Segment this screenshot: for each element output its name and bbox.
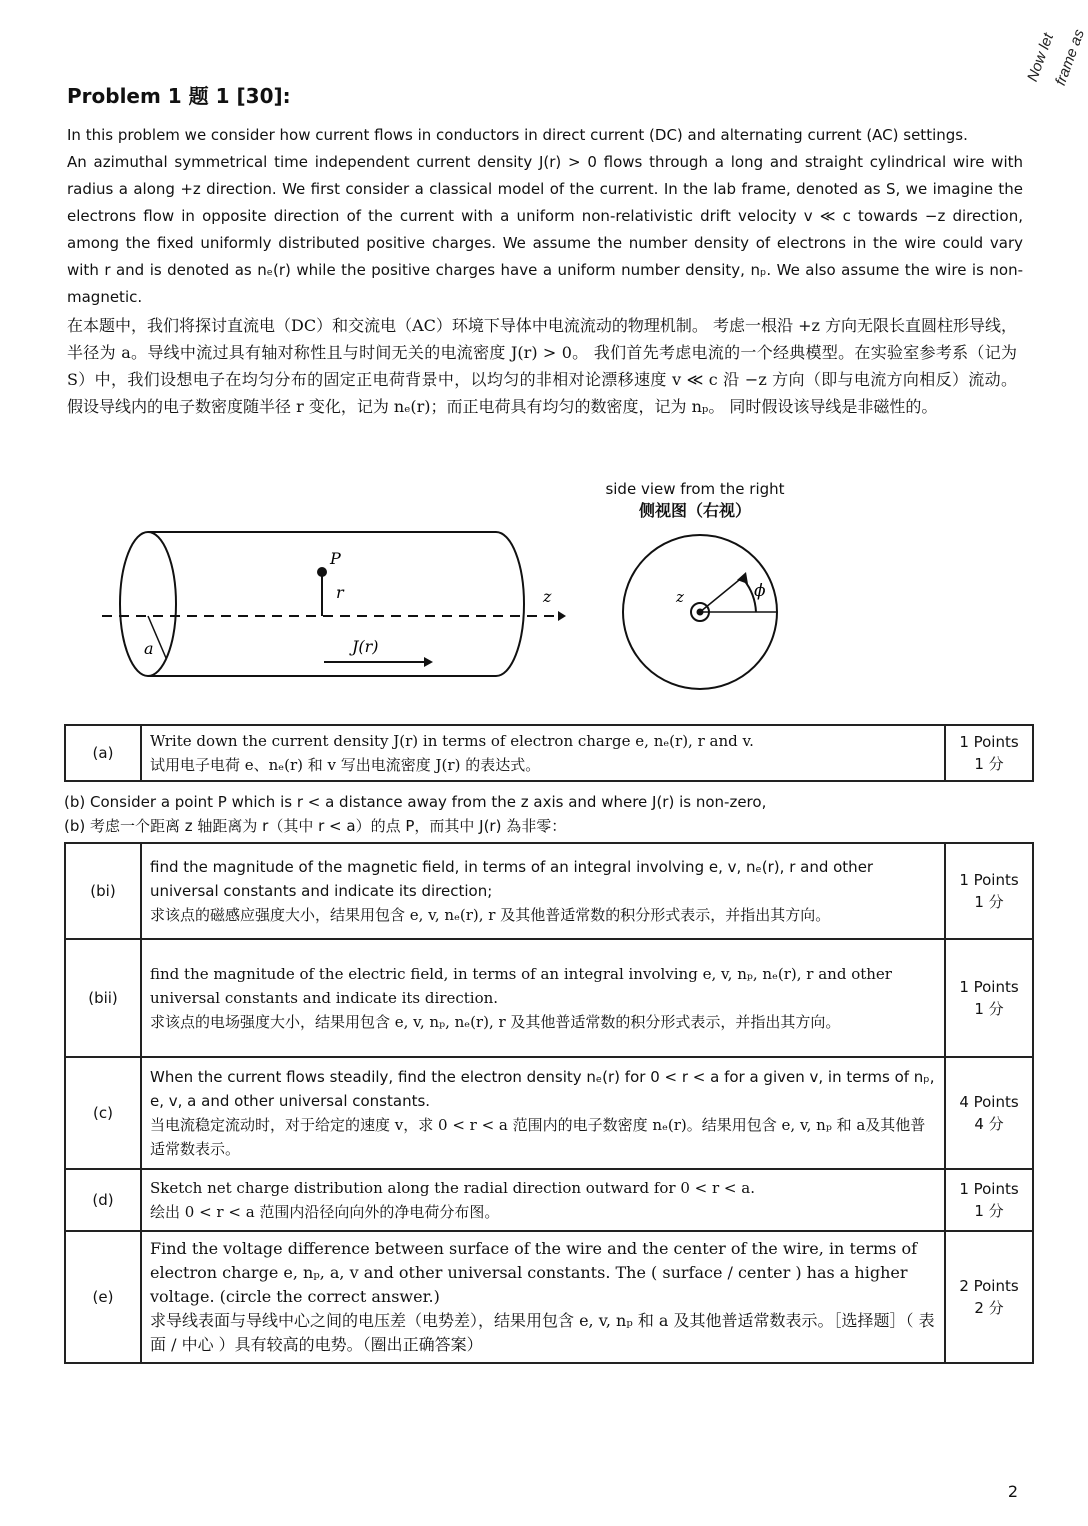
label-z: z	[543, 587, 552, 606]
part-body	[141, 843, 945, 939]
part-points	[945, 843, 1033, 939]
part-points	[945, 725, 1033, 781]
corner-note-line2: frame as	[1052, 27, 1088, 88]
part-points	[945, 1057, 1033, 1169]
side-view-caption	[560, 478, 830, 522]
parts-table	[64, 842, 1034, 1364]
z-axis-arrowhead	[558, 611, 566, 621]
intro-chinese	[67, 312, 1017, 420]
part-zh: 求该点的电场强度大小，结果用包含 e, v, nₚ, nₑ(r), r 及其他普适常数的积分形式表示，并指出其方向。	[150, 1013, 841, 1031]
point-p	[317, 567, 327, 577]
part-label: (bii)	[65, 939, 141, 1057]
page-number: 2	[1007, 1482, 1018, 1501]
part-label: (d)	[65, 1169, 141, 1231]
part-en: find the magnitude of the electric field, in terms of an integral involving e, v, nₚ, nₑ(r), r and other universal constants and indicate its direction.	[150, 965, 892, 1007]
points-en: 4 Points	[959, 1093, 1019, 1111]
table-row	[65, 1231, 1033, 1363]
table-row	[65, 939, 1033, 1057]
points-zh: 1 分	[974, 1000, 1004, 1018]
side-caption-zh: 侧视图（右视）	[638, 501, 751, 520]
problem-title: Problem 1 题 1 [30]:	[67, 84, 291, 108]
points-zh: 1 分	[974, 1202, 1004, 1220]
part-points	[945, 1231, 1033, 1363]
points-zh: 2 分	[974, 1299, 1004, 1317]
part-label: (a)	[65, 725, 141, 781]
table-row	[65, 725, 1033, 781]
side-caption-en: side view from the right	[605, 480, 785, 498]
corner-note-line1: Now let	[1024, 30, 1058, 84]
points-en: 1 Points	[959, 733, 1019, 751]
part-body	[141, 939, 945, 1057]
part-points	[945, 939, 1033, 1057]
part-label: (c)	[65, 1057, 141, 1169]
table-row	[65, 1169, 1033, 1231]
wire-figure	[96, 520, 796, 700]
part-zh: 绘出 0 < r < a 范围内沿径向向外的净电荷分布图。	[150, 1203, 500, 1221]
part-en: Write down the current density J(r) in terms of electron charge e, nₑ(r), r and v.	[150, 732, 754, 750]
points-en: 2 Points	[959, 1277, 1019, 1295]
part-label: (bi)	[65, 843, 141, 939]
table-row	[65, 1057, 1033, 1169]
part-zh: 当电流稳定流动时，对于给定的速度 v，求 0 < r < a 范围内的电子数密度 nₑ(r)。结果用包含 e, v, nₚ 和 a及其他普适常数表示。	[150, 1116, 926, 1158]
part-zh: 求该点的磁感应强度大小，结果用包含 e, v, nₑ(r), r 及其他普适常数的积分形式表示，并指出其方向。	[150, 906, 831, 924]
points-en: 1 Points	[959, 871, 1019, 889]
part-zh: 求导线表面与导线中心之间的电压差（电势差），结果用包含 e, v, nₚ 和 a 及其他普适常数表示。［选择题］（ 表面 / 中心 ）具有较高的电势。（圈出正确答案）	[150, 1311, 935, 1354]
label-j: J(r)	[352, 637, 379, 656]
part-body	[141, 1057, 945, 1169]
table-row	[65, 843, 1033, 939]
side-view	[623, 535, 777, 689]
part-label: (e)	[65, 1231, 141, 1363]
points-zh: 1 分	[974, 893, 1004, 911]
part-en: Find the voltage difference between surface of the wire and the center of the wire, in terms of electron charge e, nₚ, a, v and other universal constants. The ( surface / center ) has a higher voltage. (circle the correct answer.)	[150, 1239, 918, 1306]
points-zh: 4 分	[974, 1115, 1004, 1133]
label-p: P	[330, 549, 341, 568]
points-en: 1 Points	[959, 978, 1019, 996]
part-zh: 试用电子电荷 e、nₑ(r) 和 v 写出电流密度 J(r) 的表达式。	[150, 756, 541, 774]
part-b-intro	[64, 790, 1024, 838]
intro-english	[67, 122, 1023, 311]
part-body	[141, 1169, 945, 1231]
part-en: When the current flows steadily, find the electron density nₑ(r) for 0 < r < a for a given v, in terms of nₚ, e, v, a and other universal constants.	[150, 1068, 935, 1110]
corner-note	[1016, 8, 1088, 88]
part-b-intro-en: (b) Consider a point P which is r < a distance away from the z axis and where J(r) is non-zero,	[64, 793, 767, 811]
current-arrowhead	[424, 657, 433, 667]
points-en: 1 Points	[959, 1180, 1019, 1198]
intro-chinese-paragraph: 在本题中，我们将探讨直流电（DC）和交流电（AC）环境下导体中电流流动的物理机制。 考虑一根沿 +z 方向无限长直圆柱形导线，半径为 a。导线中流过具有轴对称性且与时间无关的电流密度 J(r) > 0。 我们首先考虑电流的一个经典模型。在实验室参考系（记为 S）中，我们设想电子在均匀分布的固定正电荷背景中，以均匀的非相对论漂移速度 v ≪ c 沿 −z 方向（即与电流方向相反）流动。 假设导线内的电子数密度随半径 r 变化，记为 nₑ(r)；而正电荷具有均匀的数密度，记为 nₚ。 同时假设该导线是非磁性的。	[67, 316, 1017, 416]
points-zh: 1 分	[974, 755, 1004, 773]
intro-paragraph-1: In this problem we consider how current flows in conductors in direct current (DC) and alternating current (AC) settings.	[67, 126, 968, 144]
part-en: Sketch net charge distribution along the radial direction outward for 0 < r < a.	[150, 1179, 755, 1197]
intro-paragraph-2: An azimuthal symmetrical time independent current density J(r) > 0 flows through a long and straight cylindrical wire with radius a along +z direction. We first consider a classical model of the current. In the lab frame, denoted as S, we imagine the electrons flow in opposite direction of the current with a uniform non-relativistic drift velocity v ≪ c towards −z direction, among the fixed uniformly distributed positive charges. We assume the number density of electrons in the wire could vary with r and is denoted as nₑ(r) while the positive charges have a uniform number density, nₚ. We also assume the wire is non-magnetic.	[67, 153, 1023, 306]
part-points	[945, 1169, 1033, 1231]
side-label-phi: ϕ	[754, 581, 766, 601]
part-a-table	[64, 724, 1034, 782]
part-body	[141, 725, 945, 781]
part-b-intro-zh: (b) 考虑一个距离 z 轴距离为 r（其中 r < a）的点 P，而其中 J(r) 為非零：	[64, 817, 567, 835]
part-en: find the magnitude of the magnetic field, in terms of an integral involving e, v, nₑ(r), r and other universal constants and indicate its direction;	[150, 858, 874, 900]
label-r: r	[336, 583, 344, 602]
side-label-z: z	[676, 588, 684, 606]
part-body	[141, 1231, 945, 1363]
label-a: a	[144, 639, 154, 658]
